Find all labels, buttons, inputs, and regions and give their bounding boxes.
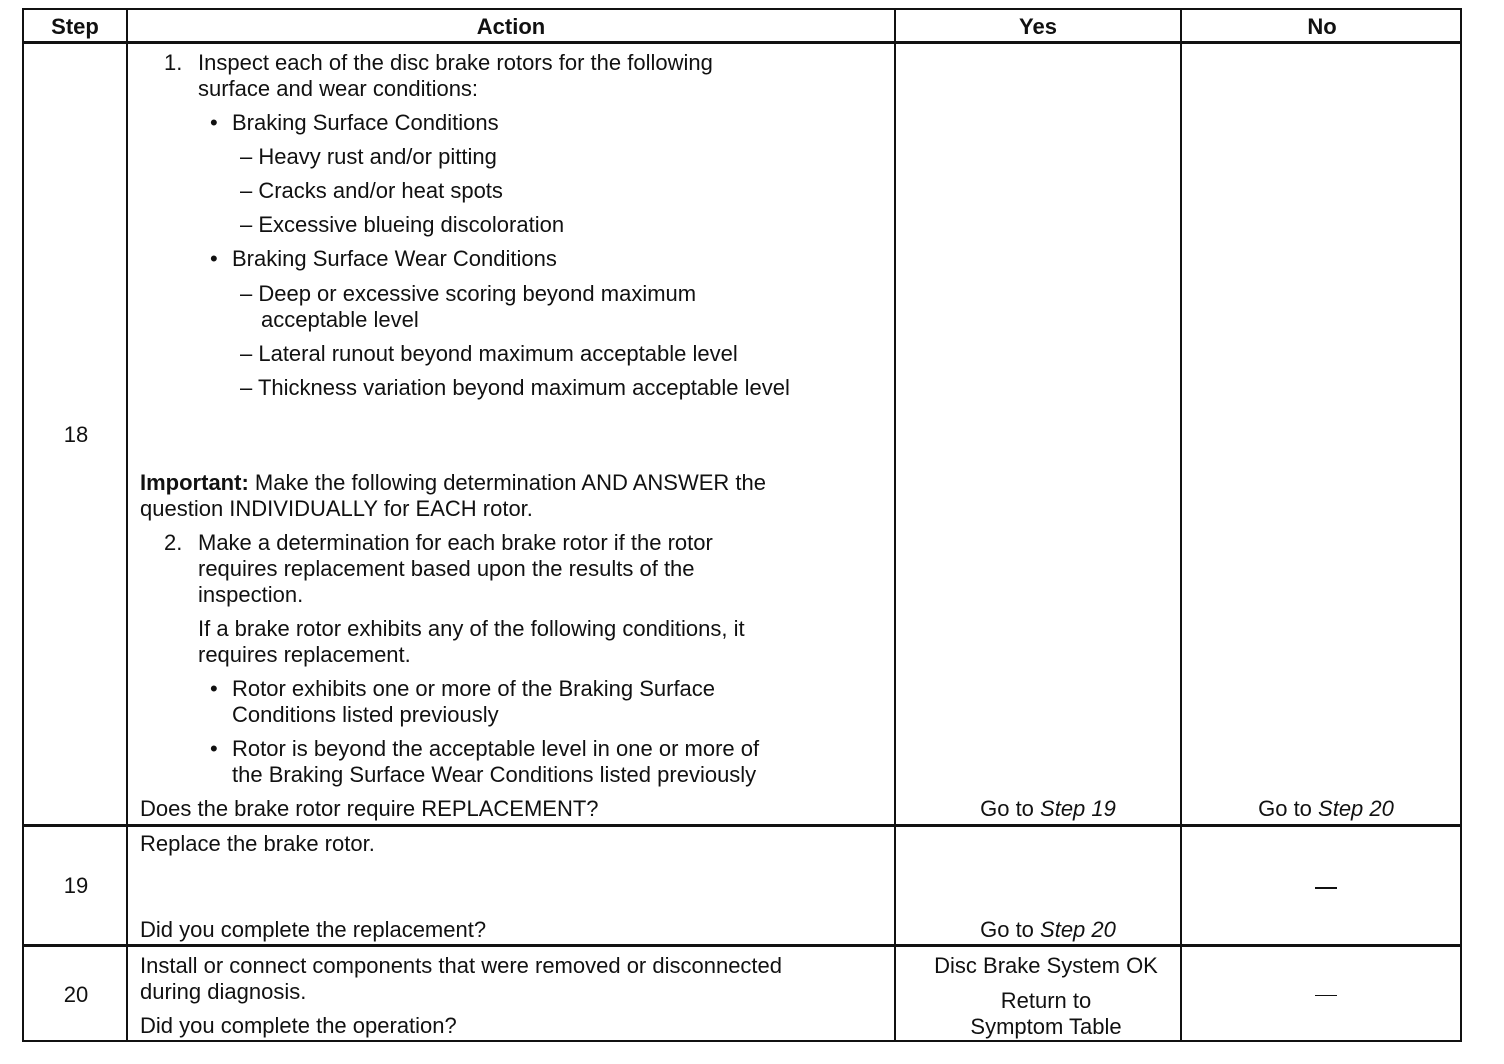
- bullet-icon: •: [210, 676, 218, 701]
- yes-result: Return to: [1000, 988, 1092, 1013]
- action-text: Conditions listed previously: [232, 702, 499, 727]
- action-text: Braking Surface Wear Conditions: [232, 246, 557, 271]
- yes-prefix: Go to: [980, 796, 1041, 821]
- action-text: Make a determination for each brake rotor if the rotor: [198, 530, 713, 555]
- action-text: during diagnosis.: [140, 979, 307, 1004]
- action-text: Braking Surface Conditions: [232, 110, 499, 135]
- action-text: Inspect each of the disc brake rotors for the following: [198, 50, 713, 75]
- step-number-20: 20: [63, 982, 89, 1007]
- action-text: Replace the brake rotor.: [140, 831, 375, 856]
- step-reference: Step 19: [1040, 796, 1116, 821]
- action-text: – Excessive blueing discoloration: [240, 212, 565, 237]
- action-text: Install or connect components that were removed or disconnected: [140, 953, 783, 978]
- em-dash-icon: [1315, 995, 1337, 996]
- question-text: Does the brake rotor require REPLACEMENT?: [140, 796, 599, 821]
- bullet-icon: •: [210, 736, 218, 761]
- item-number: 2.: [164, 530, 183, 555]
- yes-result: Symptom Table: [970, 1014, 1122, 1039]
- action-text: If a brake rotor exhibits any of the following conditions, it: [198, 616, 745, 641]
- header-step: Step: [51, 14, 99, 39]
- bullet-icon: •: [210, 246, 218, 271]
- question-text: Did you complete the replacement?: [140, 917, 487, 942]
- action-text: – Cracks and/or heat spots: [240, 178, 503, 203]
- question-text: Did you complete the operation?: [140, 1013, 457, 1038]
- action-text: – Lateral runout beyond maximum acceptable level: [240, 341, 738, 366]
- diagnostic-table: [22, 8, 1462, 1042]
- action-text: question INDIVIDUALLY for EACH rotor.: [140, 496, 533, 521]
- column-divider: [1180, 10, 1182, 1040]
- action-text: – Thickness variation beyond maximum acceptable level: [240, 375, 790, 400]
- action-text: requires replacement based upon the results of the: [198, 556, 695, 581]
- header-action: Action: [476, 14, 546, 39]
- action-text: the Braking Surface Wear Conditions listed previously: [232, 762, 757, 787]
- yes-result: Disc Brake System OK: [934, 953, 1158, 978]
- action-text: Rotor exhibits one or more of the Braking Surface: [232, 676, 716, 701]
- important-note: [140, 470, 766, 496]
- action-text: acceptable level: [261, 307, 419, 332]
- no-prefix: Go to: [1258, 796, 1319, 821]
- step-number-18: 18: [63, 422, 89, 447]
- column-divider: [894, 10, 896, 1040]
- step-reference: Step 20: [1040, 917, 1116, 942]
- action-text: surface and wear conditions:: [198, 76, 479, 101]
- yes-result: [896, 796, 1200, 822]
- step-reference: Step 20: [1318, 796, 1394, 821]
- no-result: [1182, 796, 1470, 822]
- row-divider: [24, 824, 1460, 827]
- header-yes: Yes: [1019, 14, 1057, 39]
- action-text: – Heavy rust and/or pitting: [240, 144, 497, 169]
- important-label: Important:: [140, 470, 249, 495]
- action-text: inspection.: [198, 582, 304, 607]
- step-number-19: 19: [63, 873, 89, 898]
- yes-result: [896, 917, 1200, 943]
- item-number: 1.: [164, 50, 183, 75]
- action-text: requires replacement.: [198, 642, 411, 667]
- row-divider: [24, 944, 1460, 947]
- action-text: – Deep or excessive scoring beyond maximum: [240, 281, 697, 306]
- em-dash-icon: [1315, 887, 1337, 889]
- action-text: Rotor is beyond the acceptable level in one or more of: [232, 736, 760, 761]
- bullet-icon: •: [210, 110, 218, 135]
- action-text: Make the following determination AND ANSWER the: [248, 470, 767, 495]
- header-no: No: [1307, 14, 1337, 39]
- yes-prefix: Go to: [980, 917, 1041, 942]
